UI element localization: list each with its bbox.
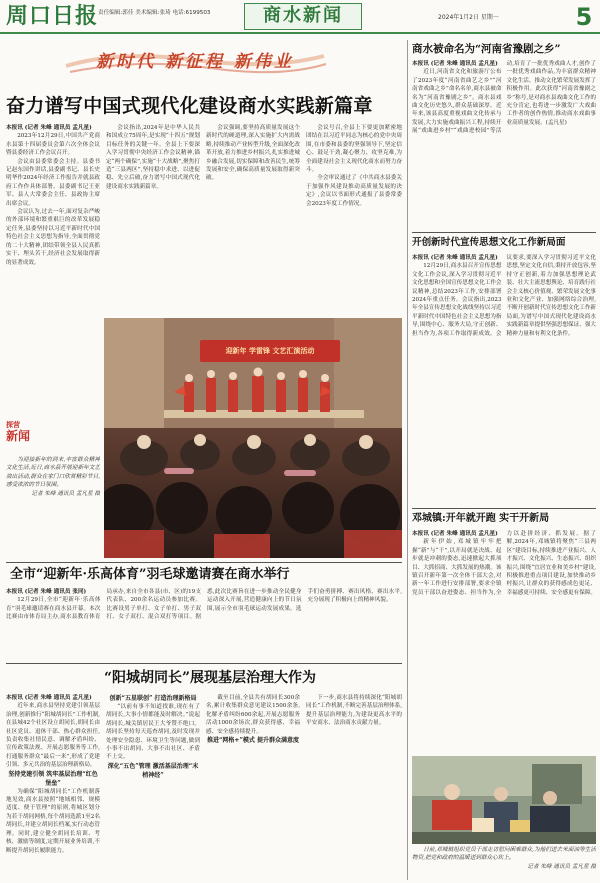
grassroots-col-3 [206,694,300,880]
photo1-caption-text: 为迎接新年的到来,丰富群众精神文化生活,近日,商水县开展迎新年文艺演出活动,群众在家门口欣赏精彩节目,感受浓浓的节日氛围。 [6,457,100,489]
culture-byline: 本报讯 (记者 朱峰 通讯员 孟凡星) [412,255,498,261]
lead-article-col-2 [106,124,200,314]
photo-tag-small: 探营 [6,420,20,429]
grassroots-paragraph: 下一步,商水县将持续深化“阳城胡同长”工作机制,不断完善基层治理体系,提升基层治理能力,为建设更高水平的平安商水、法治商水贡献力量。 [306,695,402,727]
badminton-headline: 全市“迎新年·乐高体育”羽毛球邀请赛在商水举行 [10,567,290,582]
theme-banner [60,48,330,78]
lead-paragraph: 会议强调,要坚持高质量发展这个新时代的硬道理,深入实施扩大内需战略,持续推动产业转型升级,全面深化改革开放,着力推进乡村振兴,扎实推进城乡融合发展,切实保障和改善民生,统筹发展和安全,确保高质量发展取得新突破。 [206,125,300,182]
grassroots-headline: “阳城胡同长”展现基层治理大作为 [103,670,317,686]
culture-text: 12月29日,商水县召开宣传思想文化工作会议,深入学习贯彻习近平文化思想和全国宣传思想文化工作会议精神,总结2023年工作,安排部署2024年重点任务。会议指出,2023年全县宣传思想文化战线坚持以习近平新时代中国特色社会主义思想为指导,围绕中心、服务大局,守正创新、担当作为,各项工作取得新成效。会议要求,要深入学习贯彻习近平文化思想,坚定文化自信,秉持开放包容,坚持守正创新,着力加强思想理论武装、壮大主流思想舆论、培育践行社会主义核心价值观、繁荣发展文化事业和文化产业、加强网络综合治理,不断开创新时代宣传思想文化工作新局面,为谱写中国式现代化建设商水实践新篇章提供坚强思想保证、强大精神力量和有利文化条件。 [412,255,596,337]
lead-article-col-3 [206,124,300,314]
dengcheng-byline: 本报讯 (记者 朱峰 通讯员 孟凡星) [412,531,498,537]
page-number: 5 [575,3,593,31]
lead-paragraph: 全会审议通过了《中共商水县委关于加强作风建设推动高质量发展的决定》,会议以书面形式通报了县委常委会2023年度工作情况。 [306,175,402,207]
dengcheng-headline: 邓城镇:开年就开跑 实干开新局 [412,513,550,524]
dengcheng-photo [412,756,596,844]
lead-paragraph: 会议号召,全县上下要更加紧密地团结在以习近平同志为核心的党中央周围,在市委和县委的坚强领导下,坚定信心、鼓足干劲,凝心聚力、攻坚克难,为全面建设社会主义现代化商水而努力奋斗。 [306,125,402,174]
grassroots-paragraph: 为确保“阳城胡同长”工作机制落地见效,商水县按照“地域相邻、规模适度、便于管理”的原则,将城区划分为若干胡同网格,每个胡同选派1至2名胡同长,并建立胡同长档案,实行动态管理。同时,建立健全胡同长培训、考核、激励等制度,定期开展业务培训,不断提升胡同长履职能力。 [6,788,100,854]
dengcheng-text: 新年伊始,邓城镇牢牢把握“新”与“干”,以开局就是决战、起步就是冲刺的姿态,迅速掀起大抓项目、大抓招商、大抓发展的热潮。该镇召开新年第一次全体干部大会,对新一年工作进行安排部署,要求全镇党员干部以奋进姿态、担当作为,全力以赴拼经济、抓发展。据了解,2024年,邓城镇将聚焦“三县两区”建设目标,持续推进产业振兴、人才振兴、文化振兴、生态振兴、组织振兴,围绕“宜居宜业和美乡村”建设,积极推进重点项目建设,加快推动乡村振兴,让群众的获得感成色更足、幸福感更可持续、安全感更有保障。 [412,531,596,596]
grassroots-subheading: 深化“五色”管理 激活基层治理“末梢神经” [107,762,199,779]
banner-text: 新时代 新征程 新伟业 [96,52,294,72]
photo-tag [6,420,46,450]
lead-paragraph: 会议由县委常委会主持。县委书记赵东国作讲话,县委副书记、县长史明华作2024年经济工作报告并就县政府工作作具体部署。县委副书记王亚军、县人大常委会主任、县政协主席出席会议。 [6,158,100,207]
lead-paragraph: 2023年12月29日,中国共产党商水县第十四届委员会第六次全体会议暨县委经济工作会议召开。 [6,133,100,157]
grassroots-col-4 [306,694,402,880]
grassroots-subheading: 坚持党建引领 筑牢基层治理“红色堡垒” [8,770,98,787]
culture-headline: 开创新时代宣传思想文化工作新局面 [412,237,566,248]
opera-text: 近日,河南省文化和旅游厅公布了2023年度“河南省曲艺之乡”“河南省戏曲之乡”命名名单,商水县被命名为“河南省豫剧之乡”。商水县戏曲文化历史悠久,群众基础深厚。近年来,该县高度重视戏曲文化传承与发展,大力实施戏曲振兴工程,持续开展“戏曲进乡村”“戏曲进校园”等活动,培育了一批优秀戏曲人才,创作了一批优秀戏曲作品,为丰富群众精神文化生活、推动文化繁荣发展发挥了积极作用。此次获得“河南省豫剧之乡”称号,是对商水县戏曲文化工作的充分肯定,也将进一步激发广大戏曲工作者的创作热情,推动商水戏曲事业高质量发展。(孟凡星) [412,61,596,135]
masthead-meta: 责任编辑:郭佳 美术编辑:张琦 电话:6199503 [98,10,211,16]
lead-headline: 奋力谱写中国式现代化建设商水实践新篇章 [6,95,373,117]
divider-under-lead [6,562,402,563]
lead-article-col-4 [306,124,402,314]
dengcheng-caption-text: 日前,邓城镇组织党员干部走访慰问困难群众,为他们送去米面油等生活物资,把党和政府的温暖送到群众心坎上。 [412,847,596,862]
divider-under-badminton [6,663,402,664]
opera-headline: 商水被命名为“河南省豫剧之乡” [412,43,561,55]
masthead-rule [0,32,600,34]
photo-tag-big: 新闻 [6,429,31,443]
column-separator [407,40,408,880]
grassroots-subheading: 推进“网格+”模式 提升群众满意度 [206,737,300,745]
stage-banner-text: 迎新年 学雷锋 文艺汇演活动 [225,347,315,355]
divider-under-opera [412,232,596,233]
lead-article-col-1 [6,124,100,314]
divider-under-culture [412,508,596,509]
grassroots-paragraph: 近年来,商水县坚持党建引领基层治理,创新推行“阳城胡同长”工作机制,在县城42个社区设立胡同长,胡同长由社区党员、退休干部、热心群众担任,负责收集社情民意、调解矛盾纠纷、宣传政策法规、开展志愿服务等工作,打通服务群众“最后一米”,形成了党建引领、多元共治的基层治理新格局。 [6,703,100,769]
section-title-text: 商水新闻 [263,5,343,26]
grassroots-paragraph: “以前有事不知道找谁,现在有了胡同长,大事小情都能及时解决。”说起胡同长,城关镇居民王大爷赞不绝口。胡同长坚持每天巡查胡同,及时发现并处理安全隐患、环境卫生等问题,做到小事不出胡同、大事不出社区、矛盾不上交。 [106,704,200,761]
badminton-article [6,588,402,660]
dengcheng-photo-caption [412,846,596,880]
dengcheng-photo-credit: 记者 朱峰 通讯员 孟凡星 摄 [527,863,596,870]
newspaper-logo: 周口日报 [6,3,99,29]
photo1-caption [6,456,100,554]
badminton-text: 12月29日,全市“迎新年·乐高体育”羽毛球邀请赛在商水县开幕。本次比赛由市体育局主办,商水县教育体育局承办,来自全市各县(市、区)的19支代表队、200余名运动员参加比赛。比赛设男子单打、女子单打、男子双打、女子双打、混合双打等项目。据悉,此次比赛旨在进一步推动全民健身运动深入开展,营造健康向上的节日氛围,展示全市羽毛球运动发展成果。选手们奋勇拼搏、赛出风格、赛出水平,充分展现了积极向上的精神风貌。 [6,589,402,621]
grassroots-col-1 [6,694,100,880]
issue-date: 2024年1月2日 星期一 [438,14,499,21]
grassroots-subheading: 创新“五星联创” 打造治理新格局 [109,695,197,702]
badminton-byline: 本报讯 (记者 朱峰 通讯员 张同) [6,589,87,595]
grassroots-byline: 本报讯 (记者 朱峰 通讯员 孟凡星) [6,695,92,701]
dengcheng-photo-image [412,756,596,844]
section-title [244,3,362,30]
grassroots-col-2 [106,694,200,880]
opera-article [412,60,596,228]
performance-photo [104,318,402,558]
dengcheng-article [412,530,596,752]
lead-byline: 本报讯 (记者 朱峰 通讯员 孟凡星) [6,125,92,131]
lead-paragraph: 会议认为,过去一年,面对复杂严峻的外部环境和繁重艰巨的改革发展稳定任务,县委坚持以习近平新时代中国特色社会主义思想为指导,全面贯彻党的二十大精神,团结带领全县人民真抓实干、埋头苦干,经济社会发展取得新的显著成效。 [6,209,100,266]
culture-article [412,254,596,504]
photo1-credit: 记者 朱峰 通讯员 孟凡星 摄 [31,490,100,497]
opera-byline: 本报讯 (记者 朱峰 通讯员 孟凡星) [412,61,498,67]
lead-paragraph: 会议指出,2024年是中华人民共和国成立75周年,是实现“十四五”规划目标任务的关键一年。全县上下要深入学习贯彻中央经济工作会议精神,锚定“两个确保”,实施“十大战略”,聚焦打造“三县两区”,坚持稳中求进、以进促稳、先立后破,奋力谱写中国式现代化建设商水实践新篇章。 [106,125,200,190]
grassroots-paragraph: 截至目前,全县共有胡同长300余名,累计收集群众意见建议1500余条,化解矛盾纠纷600余起,开展志愿服务活动1000余场次,群众获得感、幸福感、安全感持续提升。 [206,695,300,735]
masthead [0,0,600,36]
